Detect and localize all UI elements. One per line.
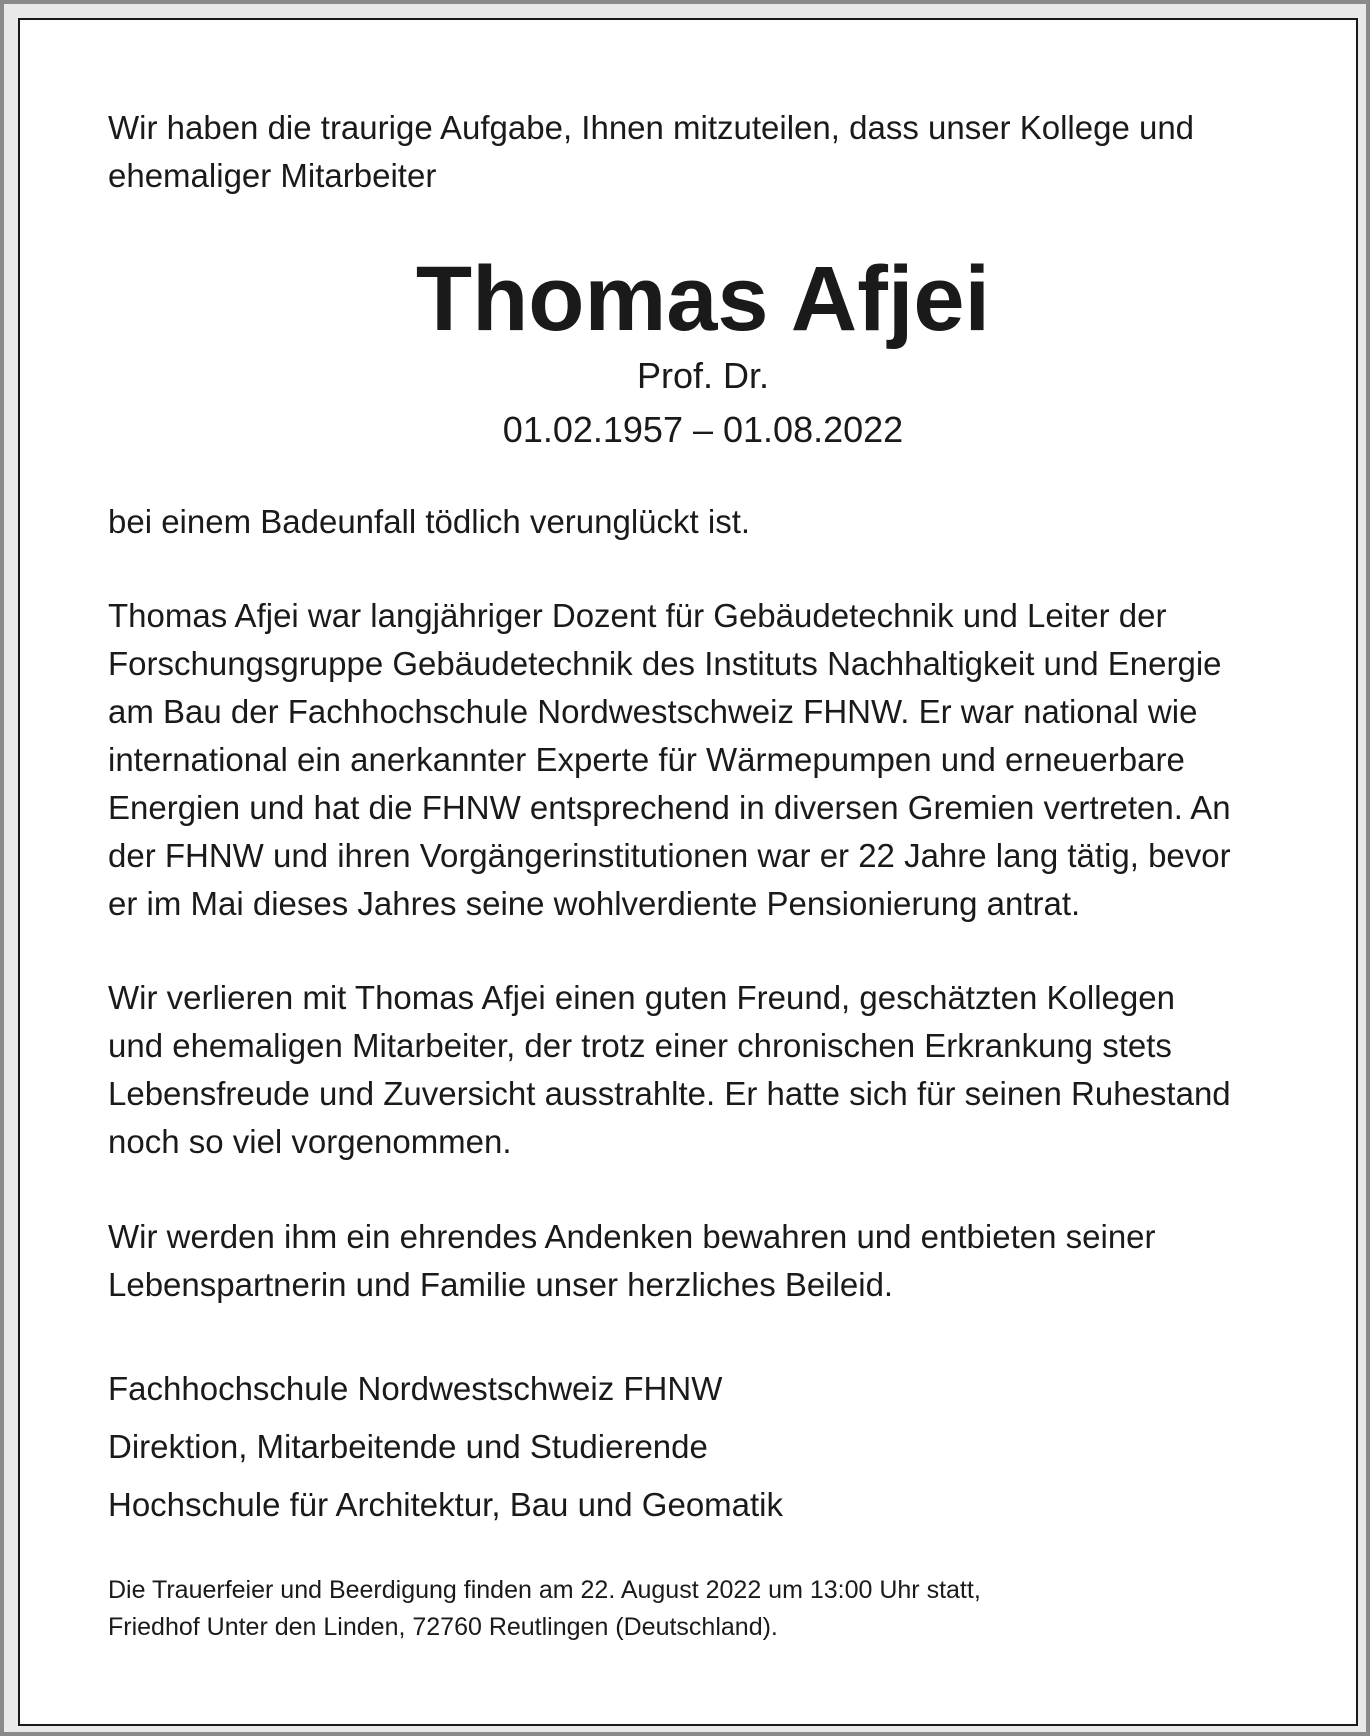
funeral-line: Die Trauerfeier und Beerdigung finden am 22. August 2022 um 13:00 Uhr statt,	[108, 1576, 981, 1604]
career-line: am Bau der Fachhochschule Nordwestschweiz FHNW. Er war national wie	[108, 693, 1198, 730]
career-line: Energien und hat die FHNW entsprechend in diversen Gremien vertreten. An	[108, 789, 1231, 826]
intro-line: ehemaliger Mitarbeiter	[108, 157, 437, 194]
career-line: er im Mai dieses Jahres seine wohlverdiente Pensionierung antrat.	[108, 885, 1081, 922]
intro-paragraph	[108, 104, 1298, 200]
loss-line: Lebensfreude und Zuversicht ausstrahlte. Er hatte sich für seinen Ruhestand	[108, 1075, 1231, 1112]
funeral-info	[108, 1572, 1298, 1646]
deceased-name: Thomas Afjei	[415, 248, 991, 350]
condolence-line: Lebenspartnerin und Familie unser herzliches Beileid.	[108, 1266, 894, 1303]
career-line: international ein anerkannter Experte für Wärmepumpen und erneuerbare	[108, 741, 1185, 778]
condolence-line: Wir werden ihm ein ehrendes Andenken bewahren und entbieten seiner	[108, 1218, 1156, 1255]
loss-line: noch so viel vorgenommen.	[108, 1123, 512, 1160]
circumstance-paragraph: bei einem Badeunfall tödlich verunglückt ist.	[108, 503, 751, 540]
intro-line: Wir haben die traurige Aufgabe, Ihnen mitzuteilen, dass unser Kollege und	[108, 109, 1195, 146]
signature-school: Hochschule für Architektur, Bau und Geomatik	[108, 1486, 784, 1523]
signature-institution: Fachhochschule Nordwestschweiz FHNW	[108, 1370, 723, 1407]
career-paragraph	[108, 592, 1298, 928]
loss-paragraph	[108, 974, 1298, 1166]
academic-title: Prof. Dr.	[636, 355, 770, 396]
career-line: Thomas Afjei war langjähriger Dozent für Gebäudetechnik und Leiter der	[108, 597, 1167, 634]
career-line: der FHNW und ihren Vorgängerinstitutionen war er 22 Jahre lang tätig, bevor	[108, 837, 1231, 874]
condolence-paragraph	[108, 1213, 1298, 1309]
funeral-line: Friedhof Unter den Linden, 72760 Reutlingen (Deutschland).	[108, 1613, 778, 1641]
life-dates: 01.02.1957 – 01.08.2022	[502, 409, 904, 450]
loss-line: Wir verlieren mit Thomas Afjei einen guten Freund, geschätzten Kollegen	[108, 979, 1175, 1016]
loss-line: und ehemaligen Mitarbeiter, der trotz einer chronischen Erkrankung stets	[108, 1027, 1172, 1064]
obituary-notice	[18, 18, 1358, 1726]
career-line: Forschungsgruppe Gebäudetechnik des Instituts Nachhaltigkeit und Energie	[108, 645, 1222, 682]
signature-members: Direktion, Mitarbeitende und Studierende	[108, 1428, 708, 1465]
signature-block	[108, 1360, 1298, 1534]
